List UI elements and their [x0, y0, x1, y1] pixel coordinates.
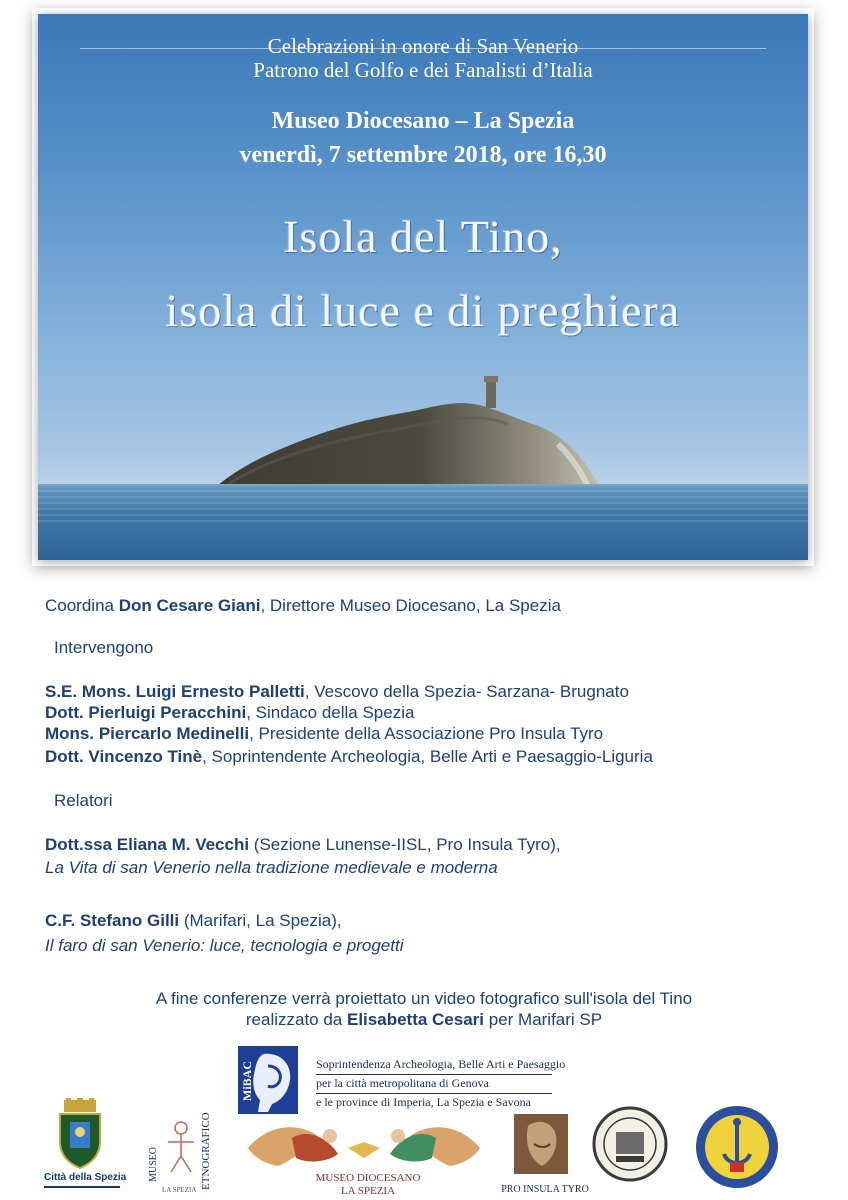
museo-etno-3: LA SPEZIA — [162, 1186, 197, 1194]
citta-della-spezia-crest — [52, 1098, 108, 1170]
soprintendenza-rule — [316, 1074, 552, 1075]
museo-dioc-1: MUSEO DIOCESANO — [315, 1172, 421, 1184]
hero-title-2: isola di luce e di preghiera — [165, 285, 681, 336]
navy-badge-icon — [694, 1104, 780, 1190]
coordina-line — [45, 595, 561, 616]
stick-figure-icon — [164, 1120, 198, 1174]
speaker-row — [45, 746, 653, 767]
citta-underline — [44, 1186, 120, 1188]
comando-zona-fari-badge — [694, 1104, 780, 1190]
hero-photo — [38, 14, 808, 560]
closing-line-2 — [0, 1009, 848, 1030]
soprintendenza-text — [316, 1055, 565, 1112]
soprintendenza-line: e le province di Imperia, La Spezia e Savona — [316, 1095, 531, 1109]
seal-icon — [592, 1106, 668, 1182]
speaker-row — [45, 681, 629, 702]
speaker-role: , Sindaco della Spezia — [246, 703, 415, 722]
coordina-name: Don Cesare Giani — [118, 596, 261, 615]
pro-insula-label: PRO INSULA TYRO — [501, 1184, 589, 1195]
speaker-row — [45, 723, 603, 744]
closing-line-1: A fine conferenze verrà proiettato un video fotografico sull'isola del Tino — [155, 989, 693, 1008]
intervengono-label: Intervengono — [54, 638, 154, 657]
hero-line-patrono: Patrono del Golfo e dei Fanalisti d’Italia — [253, 58, 593, 82]
speaker-role: , Presidente della Associazione Pro Insula Tyro — [249, 724, 604, 743]
coordina-prefix: Coordina — [45, 596, 119, 615]
angels-icon — [238, 1118, 490, 1180]
speaker-name: S.E. Mons. Luigi Ernesto Palletti — [45, 682, 305, 701]
hero-title-1: Isola del Tino, — [283, 211, 563, 262]
soprintendenza-line: Soprintendenza Archeologia, Belle Arti e Paesaggio — [316, 1057, 566, 1071]
museo-etno-figure — [164, 1120, 198, 1174]
speaker-row — [45, 702, 414, 723]
istituto-studi-liguri-seal — [592, 1106, 668, 1182]
pro-insula-tyro-logo — [514, 1114, 568, 1174]
speaker-role: , Soprintendente Archeologia, Belle Arti e Paesaggio-Liguria — [202, 747, 653, 766]
relatore-name: Dott.ssa Eliana M. Vecchi — [45, 835, 250, 854]
museo-etno-1: MUSEO — [148, 1146, 159, 1182]
relatore-affiliation: (Marifari, La Spezia), — [179, 911, 342, 930]
soprintendenza-line: per la città metropolitana di Genova — [316, 1076, 489, 1090]
closing-name: Elisabetta Cesari — [347, 1010, 485, 1029]
soprintendenza-rule — [316, 1093, 552, 1094]
speaker-name: Dott. Pierluigi Peracchini — [45, 703, 247, 722]
closing-suffix: per Marifari SP — [484, 1010, 603, 1029]
speaker-name: Dott. Vincenzo Tinè — [45, 747, 203, 766]
saint-portrait-icon — [514, 1114, 568, 1174]
speaker-role: , Vescovo della Spezia- Sarzana- Brugnato — [304, 682, 629, 701]
relatore-row — [45, 834, 561, 855]
relatore-name: C.F. Stefano Gilli — [45, 911, 180, 930]
museo-diocesano-angels — [238, 1118, 490, 1180]
hero-line-celebrazioni: Celebrazioni in onore di San Venerio — [267, 34, 579, 58]
sea-shine — [38, 484, 808, 524]
coordina-role: , Direttore Museo Diocesano, La Spezia — [260, 596, 561, 615]
closing-prefix: realizzato da — [245, 1010, 347, 1029]
relatori-label: Relatori — [54, 791, 113, 810]
hero-date: venerdì, 7 settembre 2018, ore 16,30 — [239, 142, 607, 168]
crest-icon — [52, 1098, 108, 1170]
relatore-row — [45, 910, 342, 931]
relatore-affiliation: (Sezione Lunense-IISL, Pro Insula Tyro), — [249, 835, 561, 854]
citta-label: Città della Spezia — [44, 1172, 127, 1183]
museo-dioc-2: LA SPEZIA — [340, 1185, 396, 1197]
speaker-name: Mons. Piercarlo Medinelli — [45, 724, 250, 743]
mibac-mark: MiBAC — [240, 1061, 254, 1101]
relatore-talk: La Vita di san Venerio nella tradizione medievale e moderna — [45, 858, 498, 877]
museo-etno-2: ETNOGRAFICO — [200, 1112, 212, 1190]
relatore-talk: Il faro di san Venerio: luce, tecnologia e progetti — [45, 936, 404, 955]
hero-venue: Museo Diocesano – La Spezia — [271, 108, 575, 134]
